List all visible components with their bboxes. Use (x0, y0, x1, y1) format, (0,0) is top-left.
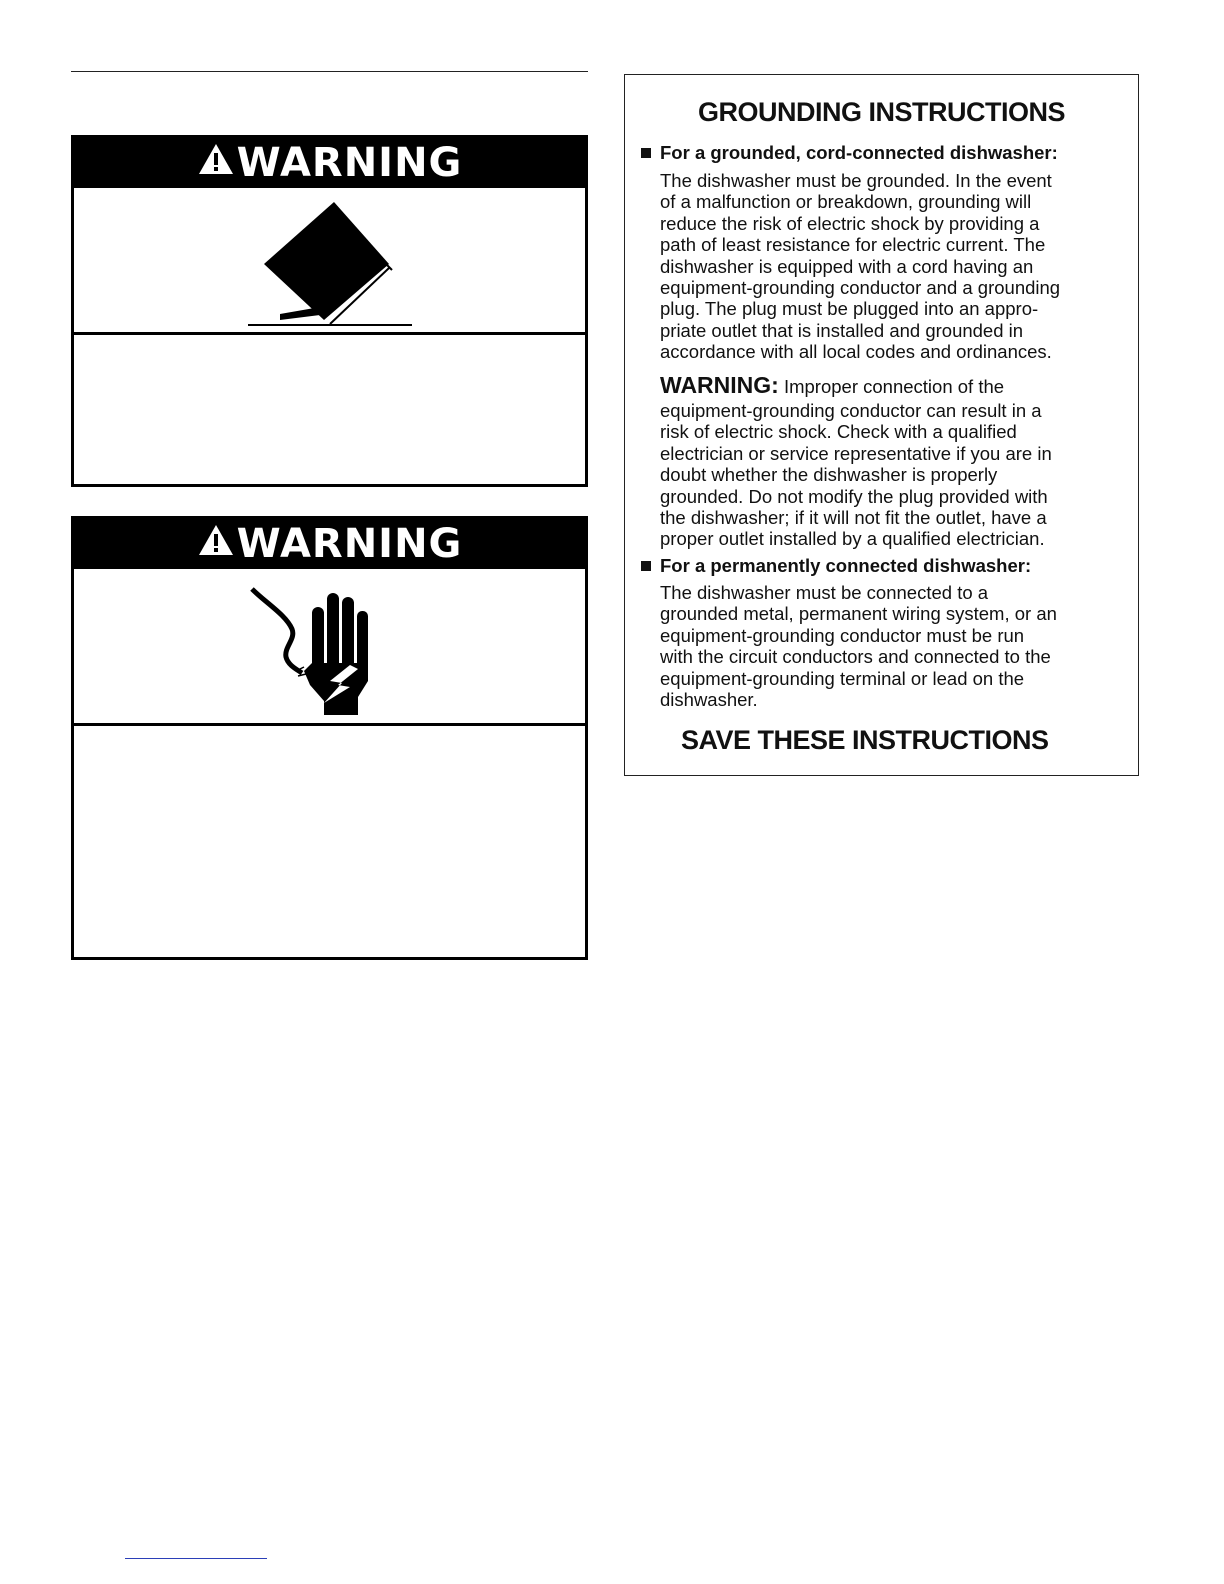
warning-icon-area (74, 569, 585, 726)
tip-over-icon (244, 196, 414, 328)
text-line: dishwasher. (660, 689, 758, 711)
tip-over-warning-box (71, 135, 588, 487)
warning-header (74, 519, 585, 569)
warning-triangle-icon (197, 140, 235, 186)
grounding-title: GROUNDING INSTRUCTIONS (698, 97, 1065, 127)
text-line: electrician or service representative if you are in (660, 442, 1052, 464)
warning-title: WARNING (236, 521, 463, 567)
text-line: plug. The plug must be plugged into an appro- (660, 298, 1039, 320)
warning-icon-area (74, 188, 585, 335)
warning-header (74, 138, 585, 188)
warning-triangle-icon (197, 521, 235, 567)
text-line: of a malfunction or breakdown, grounding will (660, 191, 1032, 213)
cord-connected-paragraph (660, 170, 1130, 363)
warning-first-text: Improper connection of the (783, 376, 1005, 397)
electrical-shock-hand-icon (246, 577, 386, 719)
electrical-shock-warning-box (71, 516, 588, 960)
bullet-square-icon (641, 561, 651, 571)
permanently-connected-paragraph (660, 582, 1130, 710)
save-instructions-heading: SAVE THESE INSTRUCTIONS (681, 725, 1049, 755)
warning-title: WARNING (236, 140, 463, 186)
text-line: proper outlet installed by a qualified electrician. (660, 528, 1045, 550)
grounding-instructions-box (624, 74, 1139, 776)
text-line: equipment-grounding conductor can result in a (660, 400, 1042, 421)
permanently-connected-heading: For a permanently connected dishwasher: (660, 555, 1032, 576)
grounding-warning-paragraph (660, 372, 1130, 550)
text-line: risk of electric shock. Check with a qualified (660, 421, 1017, 443)
text-line: reduce the risk of electric shock by providing a (660, 212, 1040, 234)
footer-link-rule (125, 1558, 267, 1559)
text-line: equipment-grounding terminal or lead on the (660, 667, 1025, 689)
text-line: dishwasher is equipped with a cord having an (660, 255, 1034, 277)
text-line: equipment-grounding conductor must be run (660, 624, 1025, 646)
text-line: The dishwasher must be connected to a (660, 582, 989, 603)
text-line: path of least resistance for electric current. The (660, 234, 1046, 256)
text-line: doubt whether the dishwasher is properly (660, 464, 998, 486)
text-line: grounded. Do not modify the plug provided with (660, 485, 1048, 507)
text-line (660, 372, 1130, 400)
cord-connected-heading: For a grounded, cord-connected dishwasher: (660, 142, 1058, 163)
text-line: equipment-grounding conductor and a grounding (660, 277, 1061, 299)
text-line: The dishwasher must be grounded. In the event (660, 170, 1052, 191)
warning-label: WARNING: (660, 372, 779, 398)
text-line: accordance with all local codes and ordinances. (660, 341, 1052, 363)
text-line: with the circuit conductors and connected to the (660, 646, 1051, 668)
bullet-square-icon (641, 148, 651, 158)
top-rule (71, 71, 588, 72)
text-line: the dishwasher; if it will not fit the outlet, have a (660, 507, 1047, 529)
text-line: priate outlet that is installed and grounded in (660, 319, 1024, 341)
text-line: grounded metal, permanent wiring system, or an (660, 603, 1057, 625)
